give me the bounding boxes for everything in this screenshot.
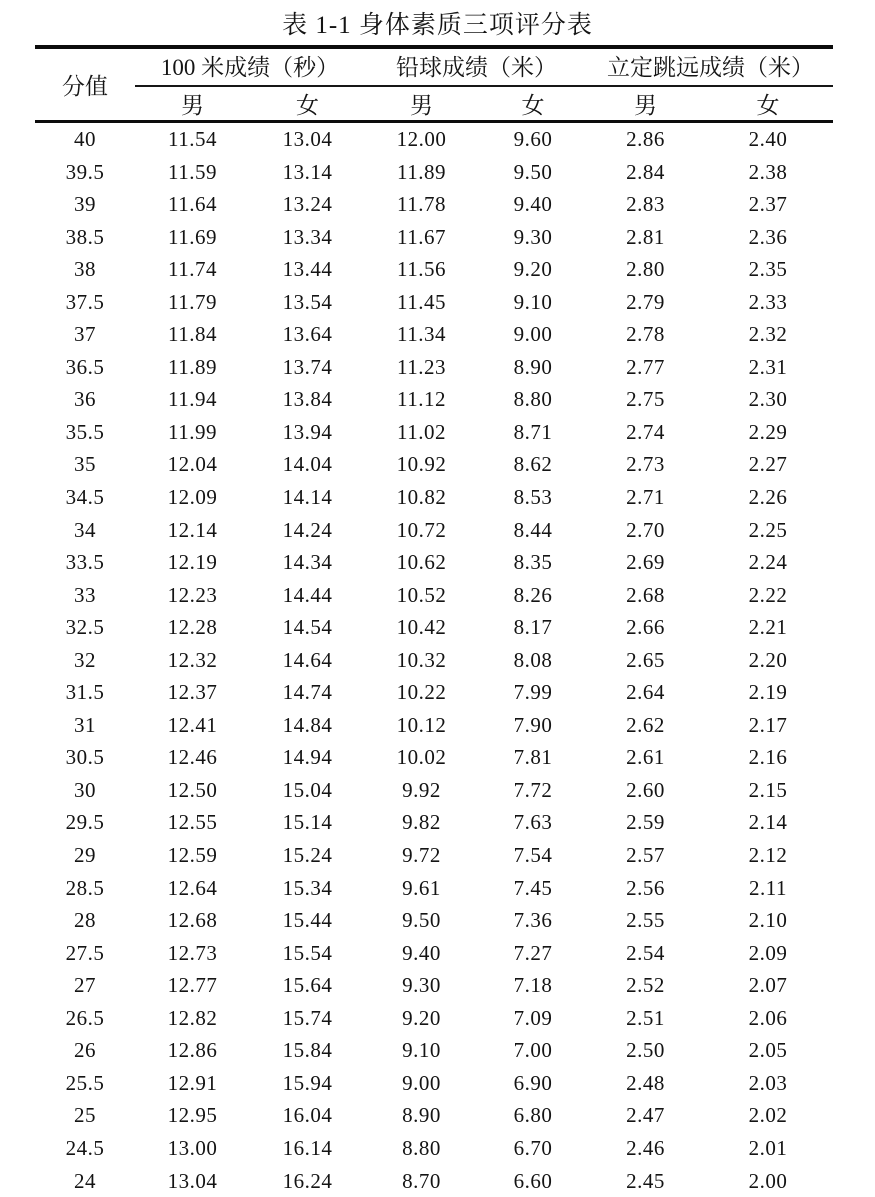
table-row (35, 481, 833, 514)
cell-100m-male: 11.59 (168, 159, 217, 184)
cell-longjump-female: 2.15 (748, 777, 788, 802)
cell-score: 36.5 (65, 354, 105, 379)
table-row (35, 546, 833, 579)
cell-score: 32.5 (65, 615, 105, 640)
cell-score: 25 (74, 1103, 96, 1128)
cell-longjump-male: 2.70 (626, 517, 665, 542)
cell-longjump-male: 2.50 (626, 1038, 665, 1063)
cell-100m-female: 15.94 (282, 1070, 333, 1095)
cell-100m-male: 12.82 (167, 1005, 218, 1030)
cell-longjump-female: 2.33 (748, 289, 788, 314)
cell-shotput-female: 9.60 (513, 127, 553, 151)
cell-score: 26 (74, 1038, 96, 1063)
group-label: 立定跳远成绩（米） (588, 49, 833, 87)
cell-shotput-female: 8.44 (513, 517, 553, 542)
table-row (35, 318, 833, 351)
cell-longjump-female: 2.30 (748, 387, 788, 412)
cell-longjump-female: 2.14 (748, 810, 788, 835)
cell-longjump-female: 2.31 (748, 354, 788, 379)
cell-100m-female: 16.24 (282, 1168, 333, 1193)
cell-score: 29 (74, 843, 96, 868)
cell-shotput-male: 11.67 (397, 224, 446, 249)
table-row (35, 579, 833, 612)
cell-longjump-male: 2.61 (626, 745, 665, 770)
cell-shotput-female: 7.72 (513, 777, 553, 802)
cell-shotput-male: 9.50 (402, 908, 441, 933)
cell-100m-male: 12.14 (167, 517, 218, 542)
cell-shotput-male: 8.90 (402, 1103, 441, 1128)
cell-longjump-female: 2.25 (748, 517, 788, 542)
cell-longjump-male: 2.51 (626, 1005, 665, 1030)
table-row (35, 611, 833, 644)
cell-longjump-female: 2.03 (748, 1070, 788, 1095)
cell-100m-female: 13.54 (282, 289, 333, 314)
cell-shotput-female: 7.00 (513, 1038, 553, 1063)
cell-shotput-female: 7.18 (513, 973, 553, 998)
cell-longjump-male: 2.65 (626, 647, 665, 672)
cell-longjump-male: 2.81 (626, 224, 665, 249)
cell-shotput-female: 8.62 (513, 452, 553, 477)
table-row (35, 904, 833, 937)
group-subheader-row (588, 87, 833, 120)
table-row (35, 1067, 833, 1100)
cell-score: 30.5 (65, 745, 105, 770)
cell-shotput-male: 12.00 (396, 127, 447, 151)
cell-shotput-male: 11.45 (397, 289, 446, 314)
cell-100m-female: 13.34 (282, 224, 333, 249)
subheader-male: 男 (410, 93, 433, 118)
cell-longjump-female: 2.38 (748, 159, 788, 184)
cell-score: 30 (74, 777, 96, 802)
cell-100m-female: 14.84 (282, 712, 333, 737)
cell-100m-male: 12.23 (167, 582, 218, 607)
table-row (35, 872, 833, 905)
cell-100m-female: 13.04 (282, 127, 333, 151)
cell-longjump-male: 2.75 (626, 387, 665, 412)
cell-shotput-female: 8.08 (513, 647, 553, 672)
table-row (35, 676, 833, 709)
cell-score: 24.5 (65, 1135, 105, 1160)
cell-longjump-male: 2.79 (626, 289, 665, 314)
cell-longjump-female: 2.17 (748, 712, 788, 737)
cell-shotput-female: 9.10 (513, 289, 553, 314)
cell-longjump-female: 2.09 (748, 940, 788, 965)
cell-shotput-male: 8.70 (402, 1168, 441, 1193)
cell-longjump-male: 2.52 (626, 973, 665, 998)
cell-longjump-female: 2.11 (749, 875, 787, 900)
subheader-female: 女 (521, 93, 545, 118)
header-score-column: 分值 (62, 74, 108, 99)
cell-score: 26.5 (65, 1005, 105, 1030)
cell-shotput-female: 6.60 (513, 1168, 553, 1193)
cell-score: 37 (74, 322, 96, 347)
cell-100m-male: 12.91 (167, 1070, 218, 1095)
cell-100m-male: 13.04 (167, 1168, 218, 1193)
table-row (35, 1034, 833, 1067)
cell-shotput-male: 9.82 (402, 810, 441, 835)
table-row (35, 253, 833, 286)
table-body (35, 123, 833, 1197)
cell-100m-male: 12.64 (167, 875, 218, 900)
cell-longjump-female: 2.06 (748, 1005, 788, 1030)
cell-longjump-female: 2.40 (748, 127, 788, 151)
cell-100m-male: 12.55 (167, 810, 218, 835)
cell-longjump-male: 2.47 (626, 1103, 665, 1128)
cell-shotput-female: 7.36 (513, 908, 553, 933)
cell-score: 27 (74, 973, 96, 998)
cell-longjump-male: 2.83 (626, 192, 665, 217)
cell-longjump-female: 2.12 (748, 843, 788, 868)
cell-shotput-female: 7.54 (513, 843, 553, 868)
cell-longjump-female: 2.20 (748, 647, 788, 672)
cell-shotput-female: 7.99 (513, 680, 553, 705)
cell-shotput-male: 10.72 (396, 517, 447, 542)
cell-longjump-male: 2.45 (626, 1168, 665, 1193)
cell-longjump-male: 2.55 (626, 908, 665, 933)
cell-shotput-female: 6.90 (513, 1070, 553, 1095)
cell-score: 40 (74, 127, 96, 151)
header-group (588, 49, 833, 120)
cell-longjump-female: 2.19 (748, 680, 788, 705)
cell-shotput-male: 11.89 (397, 159, 446, 184)
cell-100m-female: 14.44 (282, 582, 333, 607)
cell-longjump-female: 2.16 (748, 745, 788, 770)
table-row (35, 1132, 833, 1165)
cell-100m-male: 12.04 (167, 452, 218, 477)
table-row (35, 123, 833, 156)
cell-shotput-female: 8.26 (513, 582, 553, 607)
cell-longjump-male: 2.68 (626, 582, 665, 607)
cell-100m-male: 13.00 (167, 1135, 218, 1160)
cell-longjump-male: 2.84 (626, 159, 665, 184)
cell-score: 29.5 (65, 810, 105, 835)
table-row (35, 839, 833, 872)
group-subheader-row (365, 87, 588, 120)
cell-score: 32 (74, 647, 96, 672)
cell-longjump-female: 2.24 (748, 550, 788, 575)
cell-100m-female: 15.24 (282, 843, 333, 868)
cell-100m-male: 11.94 (168, 387, 217, 412)
cell-100m-male: 12.28 (167, 615, 218, 640)
table-title: 表 1-1 身体素质三项评分表 (282, 12, 593, 39)
cell-100m-female: 15.44 (282, 908, 333, 933)
cell-100m-male: 12.41 (167, 712, 218, 737)
cell-100m-female: 13.94 (282, 419, 333, 444)
cell-100m-female: 13.24 (282, 192, 333, 217)
cell-longjump-male: 2.59 (626, 810, 665, 835)
cell-score: 24 (74, 1168, 96, 1193)
cell-100m-male: 12.86 (167, 1038, 218, 1063)
table-row (35, 937, 833, 970)
cell-100m-male: 11.54 (168, 127, 217, 151)
cell-longjump-female: 2.10 (748, 908, 788, 933)
cell-100m-male: 11.74 (168, 257, 217, 282)
cell-score: 31 (74, 712, 96, 737)
cell-shotput-female: 9.50 (513, 159, 553, 184)
group-label: 铅球成绩（米） (365, 49, 588, 87)
cell-shotput-male: 10.02 (396, 745, 447, 770)
header-groups (135, 49, 833, 120)
cell-shotput-female: 6.70 (513, 1135, 553, 1160)
cell-100m-male: 12.32 (167, 647, 218, 672)
cell-shotput-male: 9.40 (402, 940, 441, 965)
cell-100m-female: 13.64 (282, 322, 333, 347)
cell-score: 28.5 (65, 875, 105, 900)
group-label: 100 米成绩（秒） (135, 49, 365, 87)
table-row (35, 188, 833, 221)
cell-longjump-male: 2.69 (626, 550, 665, 575)
subheader-male: 男 (634, 93, 657, 118)
cell-100m-female: 14.04 (282, 452, 333, 477)
cell-longjump-female: 2.22 (748, 582, 788, 607)
cell-100m-male: 11.64 (168, 192, 217, 217)
cell-100m-female: 15.54 (282, 940, 333, 965)
cell-100m-male: 11.89 (168, 354, 217, 379)
cell-shotput-male: 10.22 (396, 680, 447, 705)
cell-shotput-male: 10.82 (396, 485, 447, 510)
cell-shotput-male: 8.80 (402, 1135, 441, 1160)
subheader-male: 男 (181, 93, 204, 118)
cell-longjump-male: 2.64 (626, 680, 665, 705)
subheader-female: 女 (756, 93, 780, 118)
table-row (35, 156, 833, 189)
cell-shotput-male: 11.12 (397, 387, 446, 412)
cell-shotput-female: 8.80 (513, 387, 553, 412)
cell-score: 31.5 (65, 680, 105, 705)
cell-100m-male: 11.84 (168, 322, 217, 347)
cell-longjump-female: 2.05 (748, 1038, 788, 1063)
cell-longjump-male: 2.54 (626, 940, 665, 965)
cell-shotput-female: 7.45 (513, 875, 553, 900)
cell-100m-male: 12.77 (167, 973, 218, 998)
cell-score: 37.5 (65, 289, 105, 314)
cell-score: 28 (74, 908, 96, 933)
cell-100m-female: 14.64 (282, 647, 333, 672)
table-row (35, 221, 833, 254)
cell-100m-female: 14.94 (282, 745, 333, 770)
cell-shotput-male: 9.72 (402, 843, 441, 868)
cell-longjump-male: 2.60 (626, 777, 665, 802)
fitness-scoring-table (35, 45, 833, 1197)
cell-100m-female: 16.14 (282, 1135, 333, 1160)
cell-shotput-female: 8.53 (513, 485, 553, 510)
cell-100m-female: 14.34 (282, 550, 333, 575)
cell-100m-male: 11.99 (168, 419, 217, 444)
cell-longjump-male: 2.77 (626, 354, 665, 379)
cell-shotput-male: 10.42 (396, 615, 447, 640)
cell-100m-female: 15.34 (282, 875, 333, 900)
cell-shotput-female: 8.35 (513, 550, 553, 575)
cell-score: 33.5 (65, 550, 105, 575)
cell-longjump-male: 2.73 (626, 452, 665, 477)
header-group (135, 49, 365, 120)
cell-shotput-female: 7.81 (513, 745, 553, 770)
cell-shotput-female: 9.20 (513, 257, 553, 282)
cell-shotput-male: 11.02 (397, 419, 446, 444)
cell-shotput-female: 8.71 (513, 419, 553, 444)
cell-shotput-female: 7.63 (513, 810, 553, 835)
group-subheader-row (135, 87, 365, 120)
cell-shotput-female: 6.80 (513, 1103, 553, 1128)
cell-100m-male: 12.50 (167, 777, 218, 802)
cell-longjump-female: 2.00 (748, 1168, 788, 1193)
cell-longjump-female: 2.01 (748, 1135, 788, 1160)
cell-longjump-female: 2.02 (748, 1103, 788, 1128)
cell-100m-female: 15.74 (282, 1005, 333, 1030)
cell-shotput-male: 9.20 (402, 1005, 441, 1030)
cell-longjump-female: 2.35 (748, 257, 788, 282)
table-row (35, 709, 833, 742)
subheader-female: 女 (296, 93, 319, 118)
cell-100m-female: 13.44 (282, 257, 333, 282)
header-group (365, 49, 588, 120)
cell-shotput-male: 9.30 (402, 973, 441, 998)
cell-score: 33 (74, 582, 96, 607)
cell-shotput-female: 8.17 (513, 615, 553, 640)
cell-shotput-male: 9.00 (402, 1070, 441, 1095)
cell-shotput-male: 9.61 (402, 875, 441, 900)
cell-longjump-male: 2.80 (626, 257, 665, 282)
cell-longjump-female: 2.07 (748, 973, 788, 998)
cell-100m-female: 13.84 (282, 387, 333, 412)
cell-shotput-female: 9.30 (513, 224, 553, 249)
cell-longjump-female: 2.37 (748, 192, 788, 217)
cell-score: 27.5 (65, 940, 105, 965)
cell-shotput-male: 11.78 (397, 192, 446, 217)
cell-100m-female: 14.14 (282, 485, 333, 510)
cell-100m-female: 14.74 (282, 680, 333, 705)
table-row (35, 1165, 833, 1197)
cell-shotput-female: 9.40 (513, 192, 553, 217)
cell-shotput-male: 11.23 (397, 354, 446, 379)
cell-100m-female: 15.64 (282, 973, 333, 998)
cell-100m-female: 15.84 (282, 1038, 333, 1063)
cell-longjump-female: 2.27 (748, 452, 788, 477)
cell-shotput-female: 8.90 (513, 354, 553, 379)
cell-shotput-male: 10.52 (396, 582, 447, 607)
cell-100m-female: 14.54 (282, 615, 333, 640)
table-row (35, 351, 833, 384)
cell-shotput-male: 10.92 (396, 452, 447, 477)
cell-shotput-male: 9.92 (402, 777, 441, 802)
table-row (35, 416, 833, 449)
cell-score: 34 (74, 517, 96, 542)
cell-shotput-male: 9.10 (402, 1038, 441, 1063)
cell-longjump-male: 2.48 (626, 1070, 665, 1095)
cell-longjump-female: 2.26 (748, 485, 788, 510)
cell-longjump-female: 2.21 (748, 615, 788, 640)
cell-longjump-female: 2.36 (748, 224, 788, 249)
table-row (35, 806, 833, 839)
cell-longjump-male: 2.71 (626, 485, 665, 510)
cell-100m-male: 12.19 (167, 550, 218, 575)
cell-longjump-male: 2.46 (626, 1135, 665, 1160)
cell-score: 36 (74, 387, 96, 412)
cell-100m-male: 12.46 (167, 745, 218, 770)
cell-longjump-male: 2.62 (626, 712, 665, 737)
cell-score: 35 (74, 452, 96, 477)
cell-score: 25.5 (65, 1070, 105, 1095)
cell-100m-male: 12.59 (167, 843, 218, 868)
cell-score: 38 (74, 257, 96, 282)
table-row (35, 286, 833, 319)
cell-score: 39.5 (65, 159, 105, 184)
cell-longjump-female: 2.29 (748, 419, 788, 444)
cell-shotput-male: 11.34 (397, 322, 446, 347)
cell-longjump-male: 2.57 (626, 843, 665, 868)
cell-shotput-female: 7.27 (513, 940, 553, 965)
cell-shotput-male: 10.12 (396, 712, 447, 737)
cell-100m-male: 12.95 (167, 1103, 218, 1128)
cell-100m-male: 12.73 (167, 940, 218, 965)
cell-100m-male: 12.09 (167, 485, 218, 510)
cell-shotput-male: 10.62 (396, 550, 447, 575)
table-row (35, 969, 833, 1002)
cell-longjump-female: 2.32 (748, 322, 788, 347)
cell-shotput-male: 11.56 (397, 257, 446, 282)
table-row (35, 774, 833, 807)
cell-score: 34.5 (65, 485, 105, 510)
cell-score: 35.5 (65, 419, 105, 444)
cell-longjump-male: 2.56 (626, 875, 665, 900)
table-row (35, 1002, 833, 1035)
cell-100m-male: 11.79 (168, 289, 217, 314)
cell-100m-male: 12.37 (167, 680, 218, 705)
table-row (35, 383, 833, 416)
cell-longjump-male: 2.74 (626, 419, 665, 444)
cell-100m-female: 15.04 (282, 777, 333, 802)
cell-score: 38.5 (65, 224, 105, 249)
cell-100m-female: 13.74 (282, 354, 333, 379)
cell-shotput-female: 9.00 (513, 322, 553, 347)
cell-100m-male: 11.69 (168, 224, 217, 249)
table-header (35, 45, 833, 123)
cell-shotput-female: 7.09 (513, 1005, 553, 1030)
cell-100m-female: 14.24 (282, 517, 333, 542)
table-row (35, 448, 833, 481)
cell-100m-female: 16.04 (282, 1103, 333, 1128)
table-row (35, 514, 833, 547)
cell-shotput-male: 10.32 (396, 647, 447, 672)
cell-100m-female: 13.14 (282, 159, 333, 184)
cell-100m-male: 12.68 (167, 908, 218, 933)
table-row (35, 644, 833, 677)
table-row (35, 1099, 833, 1132)
cell-score: 39 (74, 192, 96, 217)
cell-longjump-male: 2.66 (626, 615, 665, 640)
cell-longjump-male: 2.86 (626, 127, 665, 151)
cell-longjump-male: 2.78 (626, 322, 665, 347)
cell-shotput-female: 7.90 (513, 712, 553, 737)
table-row (35, 741, 833, 774)
cell-100m-female: 15.14 (282, 810, 333, 835)
